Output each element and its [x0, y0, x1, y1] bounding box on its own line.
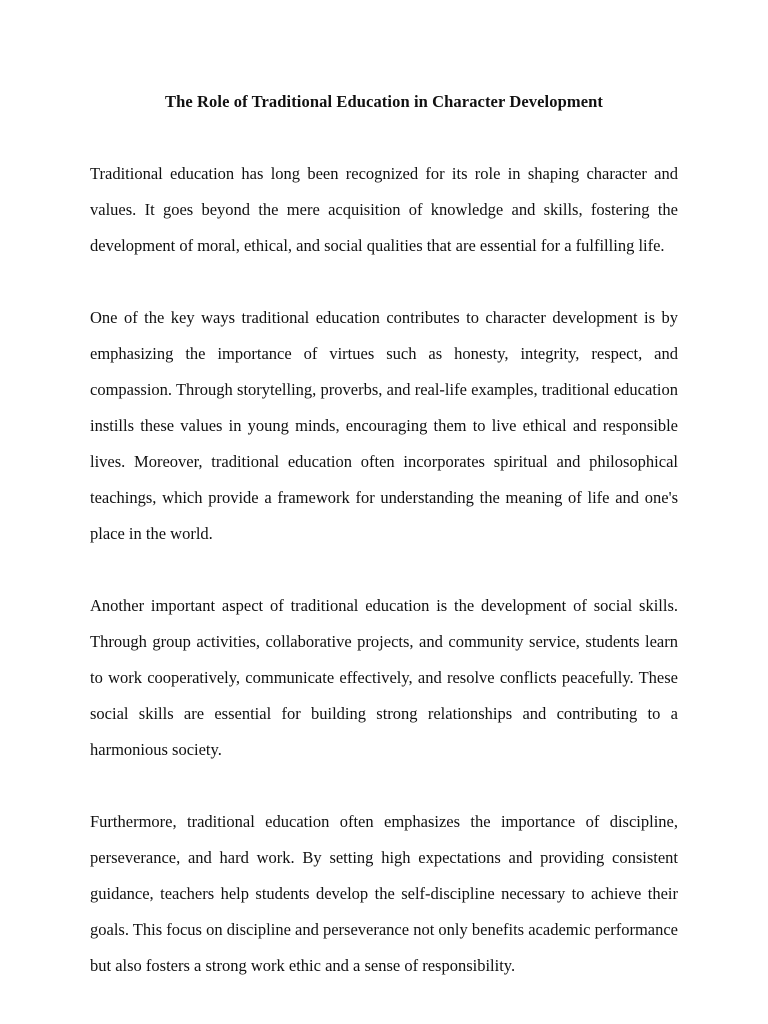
document-title: The Role of Traditional Education in Character Development [165, 92, 603, 111]
paragraph-discipline: Furthermore, traditional education often emphasizes the importance of discipline, perseverance, and hard work. By setting high expectations and providing consistent guidance, teachers help students develop the self-discipline necessary to achieve their goals. This focus on discipline and perseverance not only benefits academic performance but also fosters a strong work ethic and a sense of responsibility. [90, 812, 678, 975]
paragraph-social-skills: Another important aspect of traditional education is the development of social skills. Through group activities, collaborative projects, and community service, students learn to work cooperatively, communicate effectively, and resolve conflicts peacefully. These social skills are essential for building strong relationships and contributing to a harmonious society. [90, 596, 678, 759]
paragraph-intro: Traditional education has long been recognized for its role in shaping character and values. It goes beyond the mere acquisition of knowledge and skills, fostering the development of moral, ethical, and social qualities that are essential for a fulfilling life. [90, 164, 678, 255]
paragraph-virtues: One of the key ways traditional education contributes to character development is by emphasizing the importance of virtues such as honesty, integrity, respect, and compassion. Through storytelling, proverbs, and real-life examples, traditional education instills these values in young minds, encouraging them to live ethical and responsible lives. Moreover, traditional education often incorporates spiritual and philosophical teachings, which provide a framework for understanding the meaning of life and one's place in the world. [90, 308, 678, 543]
